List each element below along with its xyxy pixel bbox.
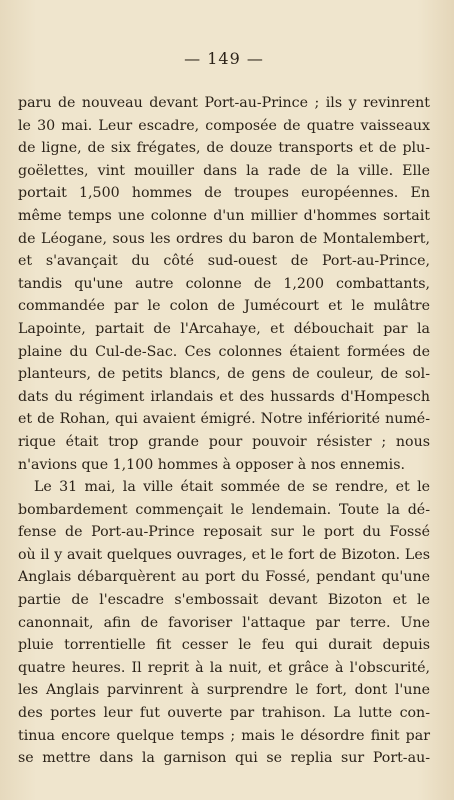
text-line: dats du régiment irlandais et des hussards d'Hompesch bbox=[18, 388, 430, 405]
text-line: Le 31 mai, la ville était sommée de se rendre, et le bbox=[34, 479, 430, 496]
text-line: bombardement commençait le lendemain. Toute la dé- bbox=[18, 501, 430, 518]
text-line: et s'avançait du côté sud-ouest de Port-au-Prince, bbox=[18, 253, 430, 270]
text-line: commandée par le colon de Jumécourt et le mulâtre bbox=[18, 298, 430, 315]
body-text bbox=[18, 92, 430, 770]
text-line: le 30 mai. Leur escadre, composée de quatre vaisseaux bbox=[18, 117, 430, 134]
text-line: portait 1,500 hommes de troupes européennes. En bbox=[18, 185, 430, 202]
text-line: des portes leur fut ouverte par trahison. La lutte con- bbox=[18, 705, 430, 722]
text-line: les Anglais parvinrent à surprendre le fort, dont l'une bbox=[18, 682, 430, 699]
text-line: pluie torrentielle fit cesser le feu qui durait depuis bbox=[18, 637, 430, 654]
text-line: et de Rohan, qui avaient émigré. Notre infériorité numé- bbox=[18, 411, 430, 428]
text-line: plaine du Cul-de-Sac. Ces colonnes étaient formées de bbox=[18, 343, 430, 360]
text-line: de Léogane, sous les ordres du baron de Montalembert, bbox=[18, 230, 430, 247]
text-line: paru de nouveau devant Port-au-Prince ; ils y revinrent bbox=[18, 95, 430, 111]
text-line: Lapointe, partait de l'Arcahaye, et débouchait par la bbox=[18, 320, 430, 337]
text-line: se mettre dans la garnison qui se replia sur Port-au- bbox=[18, 750, 430, 767]
text-line: partie de l'escadre s'embossait devant Bizoton et le bbox=[18, 592, 430, 609]
page-number: — 149 — bbox=[184, 49, 264, 68]
text-line: rique était trop grande pour pouvoir résister ; nous bbox=[18, 433, 430, 450]
text-line: fense de Port-au-Prince reposait sur le port du Fossé bbox=[18, 524, 430, 541]
text-line: Anglais débarquèrent au port du Fossé, pendant qu'une bbox=[18, 569, 430, 586]
text-line: tinua encore quelque temps ; mais le désordre finit par bbox=[18, 727, 430, 744]
text-line: n'avions que 1,100 hommes à opposer à nos ennemis. bbox=[18, 456, 406, 473]
text-line: quatre heures. Il reprit à la nuit, et grâce à l'obscurité, bbox=[18, 659, 430, 676]
text-line: où il y avait quelques ouvrages, et le fort de Bizoton. Les bbox=[18, 546, 430, 563]
text-line: canonnait, afin de favoriser l'attaque par terre. Une bbox=[18, 614, 430, 631]
text-line: même temps une colonne d'un millier d'hommes sortait bbox=[18, 207, 430, 224]
text-line: de ligne, de six frégates, de douze transports et de plu- bbox=[18, 140, 430, 157]
text-line: goëlettes, vint mouiller dans la rade de la ville. Elle bbox=[18, 162, 430, 179]
text-line: planteurs, de petits blancs, de gens de couleur, de sol- bbox=[18, 366, 430, 383]
text-line: tandis qu'une autre colonne de 1,200 combattants, bbox=[18, 275, 430, 292]
